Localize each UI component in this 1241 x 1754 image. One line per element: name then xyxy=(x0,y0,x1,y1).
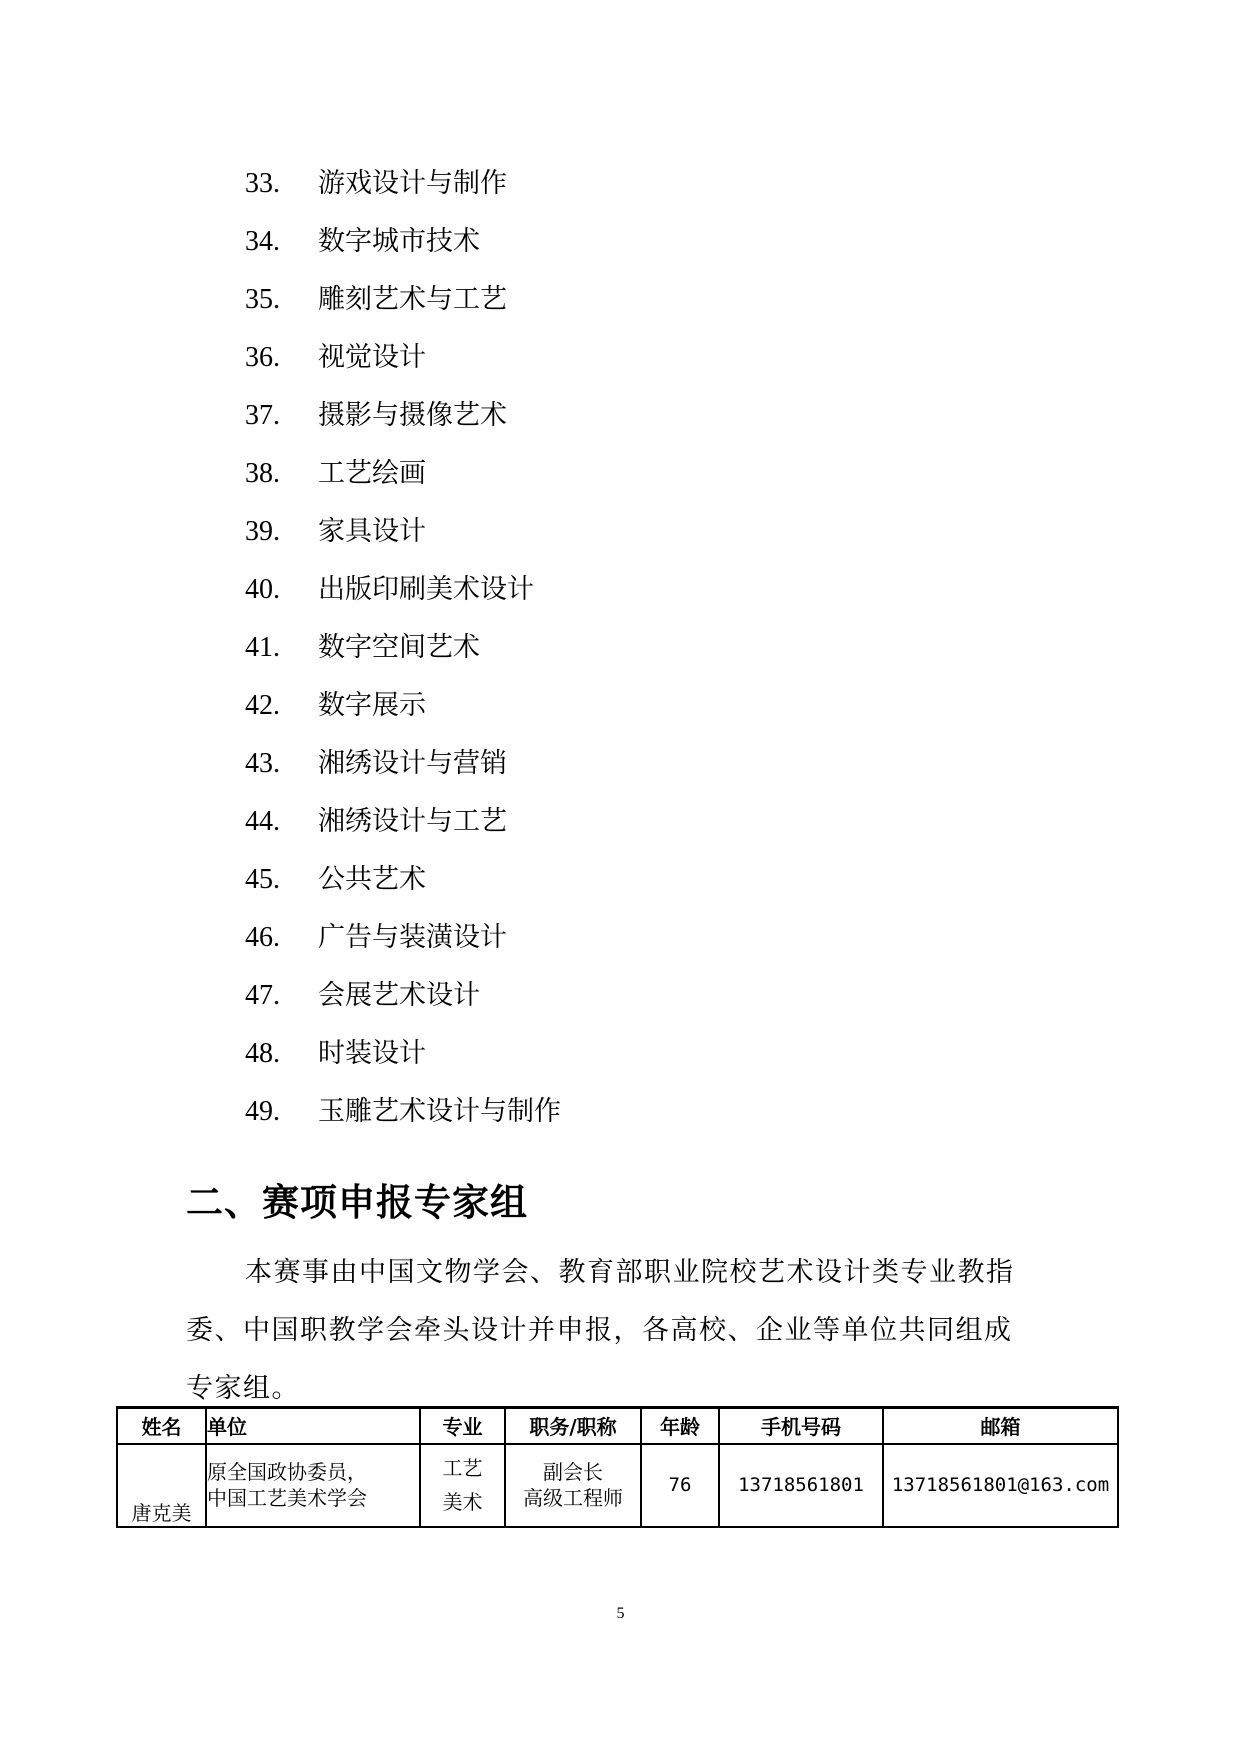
title-line: 副会长 xyxy=(543,1460,603,1484)
item-text: 数字空间艺术 xyxy=(318,632,480,663)
item-number: 39. xyxy=(245,516,280,547)
major-line: 工艺 xyxy=(442,1456,483,1480)
paragraph-line: 委、中国职教学会牵头设计并申报，各高校、企业等单位共同组成 xyxy=(186,1315,1013,1346)
cell-age: 76 xyxy=(641,1444,719,1527)
page-number: 5 xyxy=(616,1605,625,1622)
item-text: 玉雕艺术设计与制作 xyxy=(318,1096,561,1127)
item-number: 40. xyxy=(245,574,280,605)
major-line: 美术 xyxy=(442,1490,483,1514)
item-number: 46. xyxy=(245,922,280,953)
item-number: 34. xyxy=(245,226,280,257)
item-text: 数字城市技术 xyxy=(318,226,480,257)
item-number: 49. xyxy=(245,1096,280,1127)
item-text: 游戏设计与制作 xyxy=(318,168,507,199)
item-number: 37. xyxy=(245,400,280,431)
cell-name: 唐克美 xyxy=(117,1444,206,1527)
unit-line: 中国工艺美术学会 xyxy=(207,1486,367,1510)
header-title: 职务/职称 xyxy=(505,1408,641,1444)
cell-title xyxy=(505,1444,641,1527)
header-name: 姓名 xyxy=(117,1408,206,1444)
cell-unit xyxy=(206,1444,420,1527)
item-number: 45. xyxy=(245,864,280,895)
item-number: 43. xyxy=(245,748,280,779)
header-email: 邮箱 xyxy=(883,1408,1118,1444)
table-row xyxy=(117,1444,1118,1527)
item-text: 工艺绘画 xyxy=(318,458,426,489)
section-heading: 二、赛项申报专家组 xyxy=(186,1181,528,1224)
header-major: 专业 xyxy=(420,1408,505,1444)
item-text: 视觉设计 xyxy=(318,342,426,373)
title-line: 高级工程师 xyxy=(523,1486,623,1510)
item-number: 35. xyxy=(245,284,280,315)
paragraph-line: 专家组。 xyxy=(186,1373,300,1404)
item-number: 48. xyxy=(245,1038,280,1069)
header-age: 年龄 xyxy=(641,1408,719,1444)
item-number: 36. xyxy=(245,342,280,373)
header-unit: 单位 xyxy=(206,1408,420,1444)
cell-email: 13718561801@163.com xyxy=(883,1444,1118,1527)
paragraph-line: 本赛事由中国文物学会、教育部职业院校艺术设计类专业教指 xyxy=(245,1257,1015,1288)
expert-table xyxy=(116,1406,1119,1528)
header-phone: 手机号码 xyxy=(719,1408,883,1444)
item-text: 公共艺术 xyxy=(318,864,426,895)
item-text: 数字展示 xyxy=(318,690,426,721)
item-number: 42. xyxy=(245,690,280,721)
item-text: 广告与装潢设计 xyxy=(318,922,507,953)
item-text: 时装设计 xyxy=(318,1038,426,1069)
item-text: 湘绣设计与工艺 xyxy=(318,806,507,837)
item-number: 44. xyxy=(245,806,280,837)
item-text: 雕刻艺术与工艺 xyxy=(318,284,507,315)
item-text: 会展艺术设计 xyxy=(318,980,480,1011)
item-number: 47. xyxy=(245,980,280,1011)
unit-line: 原全国政协委员， xyxy=(207,1460,367,1484)
item-text: 摄影与摄像艺术 xyxy=(318,400,507,431)
table-header-row xyxy=(117,1408,1118,1444)
cell-major xyxy=(420,1444,505,1527)
item-text: 湘绣设计与营销 xyxy=(318,748,507,779)
item-number: 33. xyxy=(245,168,280,199)
item-text: 家具设计 xyxy=(318,516,426,547)
item-number: 38. xyxy=(245,458,280,489)
item-number: 41. xyxy=(245,632,280,663)
item-text: 出版印刷美术设计 xyxy=(318,574,534,605)
cell-phone: 13718561801 xyxy=(719,1444,883,1527)
